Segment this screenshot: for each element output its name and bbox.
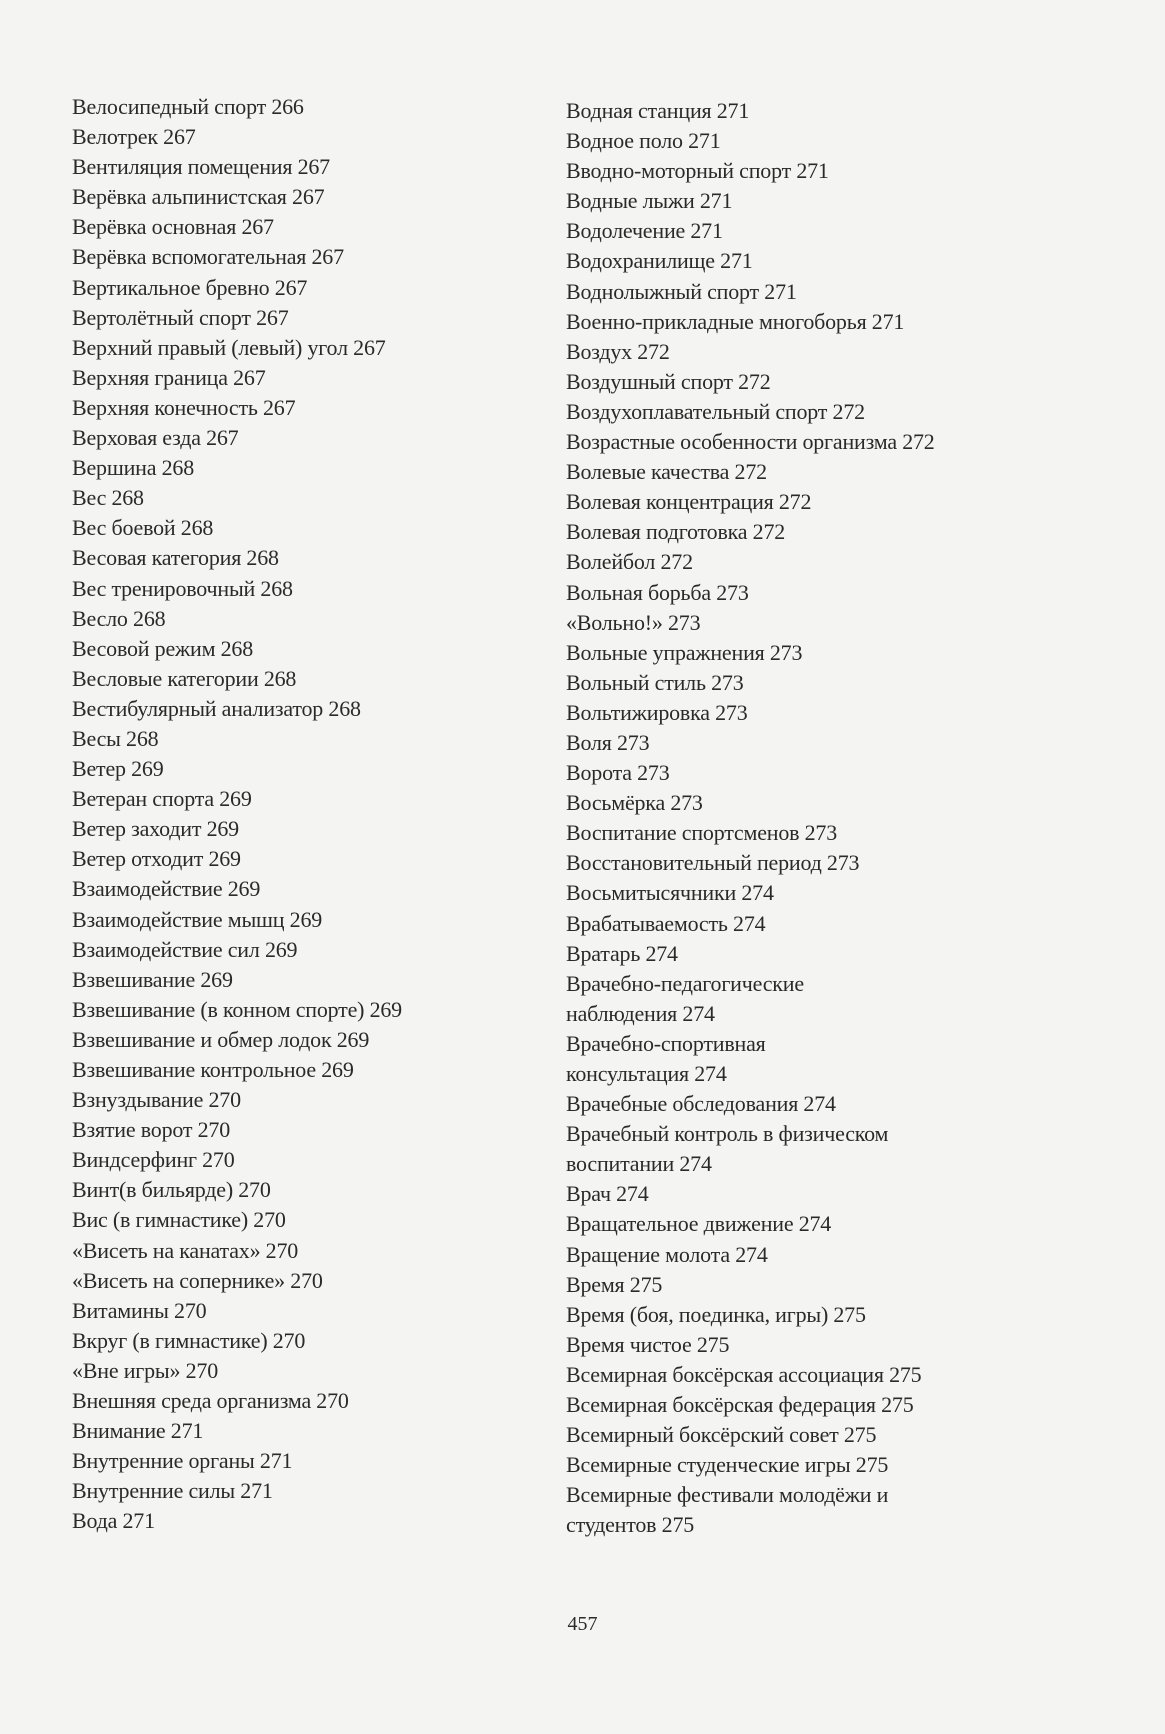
index-entry-line: Врачебный контроль в физическом <box>566 1121 889 1147</box>
index-entry <box>566 216 1126 246</box>
index-entry: Виндсерфинг 270 <box>72 1147 235 1173</box>
index-entry-line: Врач 274 <box>566 1181 649 1207</box>
index-entry <box>566 878 1126 908</box>
index-entry: Велотрек 267 <box>72 124 196 150</box>
index-entry-line: Вольный стиль 273 <box>566 669 744 695</box>
index-entry-line: Военно-прикладные многоборья 271 <box>566 308 905 334</box>
index-entry-line: Водная станция 271 <box>566 98 750 123</box>
index-entry-line: Водохранилище 271 <box>566 248 753 274</box>
index-entry <box>566 909 1126 939</box>
index-entry-line: Волейбол 272 <box>566 549 693 575</box>
index-entry <box>566 96 1126 126</box>
index-entry-line: Вращение молота 274 <box>566 1241 768 1267</box>
index-entry <box>566 1029 1126 1089</box>
index-entry <box>566 1270 1126 1300</box>
index-column-right <box>566 96 1126 1541</box>
index-entry-line: Вратарь 274 <box>566 940 678 966</box>
index-entry: Верёвка основная 267 <box>72 214 274 240</box>
index-entry <box>566 337 1126 367</box>
index-column-left <box>72 92 542 1537</box>
index-entry <box>566 969 1126 1029</box>
index-entry-line: Время 275 <box>566 1271 663 1297</box>
index-entry-line: Воздух 272 <box>566 338 670 364</box>
index-entry <box>566 1119 1126 1179</box>
index-entry: Верховая езда 267 <box>72 425 239 451</box>
index-entry: Взаимодействие мышц 269 <box>72 906 323 932</box>
index-entry: Верхняя конечность 267 <box>72 394 296 420</box>
index-entry: Вертолётный спорт 267 <box>72 304 289 330</box>
index-entry: Весы 268 <box>72 725 159 751</box>
index-entry-line: Водные лыжи 271 <box>566 188 733 214</box>
index-entry-line: Вращательное движение 274 <box>566 1211 832 1237</box>
index-entry <box>566 307 1126 337</box>
index-entry: Вис (в гимнастике) 270 <box>72 1207 286 1233</box>
index-entry <box>566 1450 1126 1480</box>
index-entry-line: Всемирные студенческие игры 275 <box>566 1452 889 1478</box>
index-entry-line: Восьмёрка 273 <box>566 790 703 816</box>
index-entry-line: Волевая подготовка 272 <box>566 519 786 545</box>
index-entry: Внутренние органы 271 <box>72 1448 293 1474</box>
index-entry: Взаимодействие сил 269 <box>72 936 298 962</box>
index-entry <box>566 638 1126 668</box>
index-entry-line: Ворота 273 <box>566 760 670 786</box>
index-entry: Весовой режим 268 <box>72 635 254 661</box>
index-entry-line: Вольные упражнения 273 <box>566 639 803 665</box>
index-entry <box>566 156 1126 186</box>
index-entry <box>566 277 1126 307</box>
index-entry-line: Время (боя, поединка, игры) 275 <box>566 1301 866 1327</box>
index-entry <box>566 397 1126 427</box>
index-entry-line: Воздухоплавательный спорт 272 <box>566 398 865 424</box>
index-entry-line: Врачебные обследования 274 <box>566 1091 836 1117</box>
index-entry: Велосипедный спорт 266 <box>72 94 304 119</box>
index-entry: Витамины 270 <box>72 1297 207 1323</box>
index-entry: Вес боевой 268 <box>72 515 214 541</box>
index-entry <box>566 608 1126 638</box>
index-entry: Внутренние силы 271 <box>72 1478 273 1504</box>
index-entry: Весловые категории 268 <box>72 665 297 691</box>
index-entry: Внешняя среда организма 270 <box>72 1388 349 1414</box>
index-entry: Взвешивание 269 <box>72 966 233 992</box>
index-entry-line: консультация 274 <box>566 1061 727 1086</box>
index-entry <box>566 758 1126 788</box>
index-entry-line: Врачебно-педагогические <box>566 970 804 996</box>
index-entry: Ветер отходит 269 <box>72 846 241 872</box>
index-entry-line: Воля 273 <box>566 729 650 755</box>
index-entry: Вкруг (в гимнастике) 270 <box>72 1327 306 1353</box>
index-entry: Взнуздывание 270 <box>72 1087 241 1113</box>
index-entry: Верёвка вспомогательная 267 <box>72 244 344 270</box>
index-entry <box>566 186 1126 216</box>
index-entry <box>566 578 1126 608</box>
index-entry-line: Всемирный боксёрский совет 275 <box>566 1422 877 1448</box>
index-entry <box>566 1089 1126 1119</box>
index-entry <box>566 246 1126 276</box>
index-entry: Вес 268 <box>72 485 144 511</box>
index-entry <box>566 698 1126 728</box>
index-entry-line: «Вольно!» 273 <box>566 609 701 635</box>
index-entry: Вестибулярный анализатор 268 <box>72 695 361 721</box>
index-entry <box>566 668 1126 698</box>
index-entry-line: Водное поло 271 <box>566 128 721 154</box>
index-entry <box>566 487 1126 517</box>
index-entry: Вершина 268 <box>72 455 194 481</box>
index-entry: «Вне игры» 270 <box>72 1357 218 1383</box>
index-entry: «Висеть на сопернике» 270 <box>72 1267 323 1293</box>
index-entry-line: Всемирная боксёрская федерация 275 <box>566 1392 914 1418</box>
index-entry: Верхний правый (левый) угол 267 <box>72 334 386 360</box>
index-entry-line: Волевая концентрация 272 <box>566 489 812 515</box>
index-entry: Вода 271 <box>72 1508 155 1534</box>
index-entry <box>566 517 1126 547</box>
index-entry-line: Воднолыжный спорт 271 <box>566 278 797 304</box>
index-entry: Винт(в бильярде) 270 <box>72 1177 271 1203</box>
index-entry: Ветер заходит 269 <box>72 816 239 842</box>
index-entry-line: Возрастные особенности организма 272 <box>566 429 935 455</box>
index-entry <box>566 1480 1126 1540</box>
index-entry <box>566 818 1126 848</box>
index-entry: «Висеть на канатах» 270 <box>72 1237 299 1263</box>
index-entry: Взаимодействие 269 <box>72 876 261 902</box>
index-entry-line: Всемирная боксёрская ассоциация 275 <box>566 1361 922 1387</box>
index-entry <box>566 427 1126 457</box>
index-entry <box>566 1300 1126 1330</box>
index-entry-line: Водолечение 271 <box>566 218 723 244</box>
index-entry <box>566 1179 1126 1209</box>
index-entry: Вертикальное бревно 267 <box>72 274 308 300</box>
index-entry-line: Воздушный спорт 272 <box>566 368 771 394</box>
index-entry: Вес тренировочный 268 <box>72 575 293 601</box>
index-entry: Внимание 271 <box>72 1418 204 1444</box>
index-entry <box>566 1390 1126 1420</box>
index-entry-line: Восьмитысячники 274 <box>566 880 774 906</box>
index-entry <box>566 367 1126 397</box>
index-entry: Верхняя граница 267 <box>72 364 266 390</box>
index-entry: Ветеран спорта 269 <box>72 786 252 812</box>
index-entry-line: воспитании 274 <box>566 1151 712 1177</box>
index-entry <box>566 547 1126 577</box>
page-number: 457 <box>567 1613 598 1635</box>
index-entry-line: Вольная борьба 273 <box>566 579 749 605</box>
index-entry: Вентиляция помещения 267 <box>72 154 330 180</box>
index-entry-line: Волевые качества 272 <box>566 459 767 485</box>
index-entry <box>566 1420 1126 1450</box>
index-entry <box>566 126 1126 156</box>
index-entry <box>566 1330 1126 1360</box>
index-entry-line: Восстановительный период 273 <box>566 850 860 876</box>
index-entry-line: Воспитание спортсменов 273 <box>566 820 838 846</box>
index-entry <box>566 457 1126 487</box>
index-entry: Весло 268 <box>72 605 166 631</box>
index-entry <box>566 939 1126 969</box>
index-entry: Ветер 269 <box>72 756 164 782</box>
index-entry-line: Всемирные фестивали молодёжи и <box>566 1482 889 1508</box>
index-entry <box>566 1360 1126 1390</box>
index-entry: Взвешивание и обмер лодок 269 <box>72 1026 370 1052</box>
index-entry <box>566 1240 1126 1270</box>
index-entry-line: Врачебно-спортивная <box>566 1030 766 1056</box>
index-entry: Весовая категория 268 <box>72 545 279 571</box>
index-entry: Взвешивание контрольное 269 <box>72 1057 354 1082</box>
index-entry-line: Вводно-моторный спорт 271 <box>566 158 829 184</box>
index-entry-line: студентов 275 <box>566 1512 695 1538</box>
index-entry <box>566 728 1126 758</box>
index-entry-line: Вольтижировка 273 <box>566 699 748 725</box>
index-entry: Взвешивание (в конном спорте) 269 <box>72 996 402 1022</box>
index-entry: Взятие ворот 270 <box>72 1117 230 1143</box>
index-entry: Верёвка альпинистская 267 <box>72 184 325 210</box>
index-entry <box>566 788 1126 818</box>
index-entry <box>566 1209 1126 1239</box>
index-entry-line: Время чистое 275 <box>566 1331 730 1357</box>
index-entry <box>566 848 1126 878</box>
index-entry-line: Врабатываемость 274 <box>566 910 766 936</box>
index-entry-line: наблюдения 274 <box>566 1000 715 1026</box>
